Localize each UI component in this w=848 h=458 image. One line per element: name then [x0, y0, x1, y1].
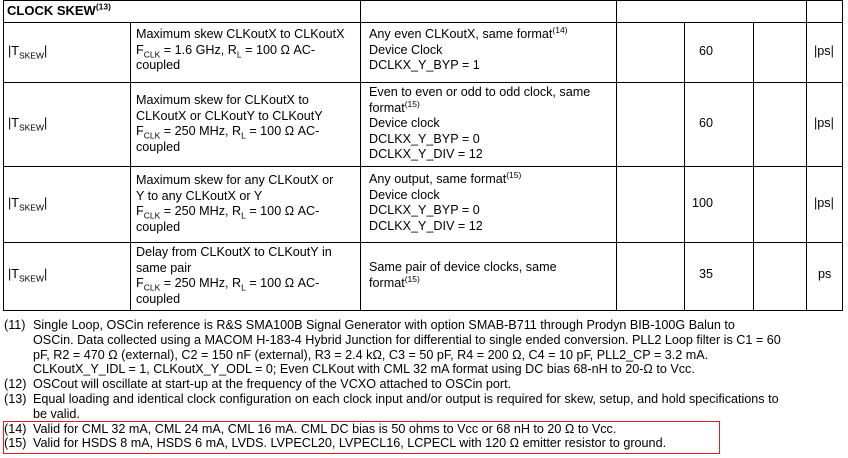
highlight-box: [3, 421, 720, 454]
unit: |ps|: [814, 44, 834, 58]
description: Maximum skew for any CLKoutX or Y to any CLKoutX or Y $F_{CLK} = 250$ MHz, $R_L = 100$ Ω AC- coupled: [136, 173, 334, 234]
description: Maximum skew for CLKoutX to CLKoutX or CLKoutY to CLKoutY $F_{CLK} = 250$ MHz, $R_L = 100$ Ω AC- coupled: [136, 93, 323, 154]
typ-value: 60: [698, 116, 713, 130]
param-symbol: $|T_{SKEW}|$: [8, 267, 48, 284]
description: Maximum skew CLKoutX to CLKoutX $F_{CLK} = 1.6$ GHz, $R_L = 100$ Ω AC- coupled: [136, 27, 345, 72]
rule: [360, 0, 361, 311]
typ-value: 35: [698, 267, 713, 281]
rule: [3, 0, 843, 1]
footnote-number: (12): [4, 377, 27, 392]
footnote-13: (13) Equal loading and identical clock configuration on each clock input and/or output is required for skew, setup, and hold specifications to be valid.: [4, 391, 779, 421]
param-symbol: $|T_{SKEW}|$: [8, 44, 48, 61]
rule: [842, 0, 843, 311]
clock-skew-table: [3, 0, 843, 312]
footnote-11: (11) Single Loop, OSCin reference is R&S SMA100B Signal Generator with option SMAB-B711 through Prodyn BIB-100G Balun to OSCin. Data collected using a MACOM H-183-4 Hybrid Junction for differential to single ended conversion. PLL2 Loop filter is C1 = 60 pF, R2 = 470 Ω (external), C2 = 150 nF (external), R3 = 2.4 kΩ, C3 = 50 pF, R4 = 200 Ω, C4 = 10 pF, PLL2_CP = 3.2 mA. CLKoutX_Y_IDL = 1, CLKoutX_Y_ODL = 0; Even CLKout with CML 32 mA format using DC bias 68-nH to 20-Ω to Vcc.: [4, 318, 781, 377]
footnote-12: (12) OSCout will oscillate at start-up at the frequency of the VCXO attached to OSCin port.: [4, 377, 512, 392]
unit: |ps|: [814, 116, 834, 130]
footnote-number: (14): [4, 421, 27, 436]
typ-value: 60: [698, 44, 713, 58]
conditions: Even to even or odd to odd clock, same format$^{(15)}$ Device clock DCLKX_Y_BYP = 0 DCLKX_Y_DIV = 12: [369, 85, 591, 161]
rule: [3, 242, 843, 243]
param-symbol: $|T_{SKEW}|$: [8, 116, 48, 133]
param-symbol: $|T_{SKEW}|$: [8, 196, 48, 213]
rule: [3, 166, 843, 167]
section-title: CLOCK SKEW$^{(13)}$: [7, 1, 111, 18]
footnote-number: (11): [4, 318, 26, 332]
typ-value: 100: [691, 196, 713, 210]
footnote-14: (14) Valid for CML 32 mA, CML 24 mA, CML 16 mA. CML DC bias is 50 ohms to Vcc or 68 nH to 20 Ω to Vcc.: [4, 421, 617, 436]
rule: [130, 22, 131, 311]
rule: [3, 310, 843, 311]
rule: [3, 82, 843, 83]
conditions: Any output, same format$^{(15)}$ Device clock DCLKX_Y_BYP = 0 DCLKX_Y_DIV = 12: [369, 169, 522, 233]
rule: [3, 22, 843, 23]
unit: |ps|: [814, 196, 834, 210]
conditions: Same pair of device clocks, same format$^{(15)}$: [369, 260, 557, 290]
footnote-15: (15) Valid for HSDS 8 mA, HSDS 6 mA, LVDS. LVPECL20, LVPECL16, LCPECL with 120 Ω emitter resistor to ground.: [4, 436, 667, 451]
unit: ps: [818, 267, 832, 281]
rule: [3, 0, 4, 311]
conditions: Any even CLKoutX, same format$^{(14)}$ Device Clock DCLKX_Y_BYP = 1: [369, 24, 568, 72]
description: Delay from CLKoutX to CLKoutY in same pair $F_{CLK} = 250$ MHz, $R_L = 100$ Ω AC- coupled: [136, 245, 332, 306]
rule: [806, 0, 807, 311]
footnote-number: (13): [4, 391, 27, 406]
footnote-number: (15): [4, 436, 27, 451]
rule: [753, 22, 754, 311]
